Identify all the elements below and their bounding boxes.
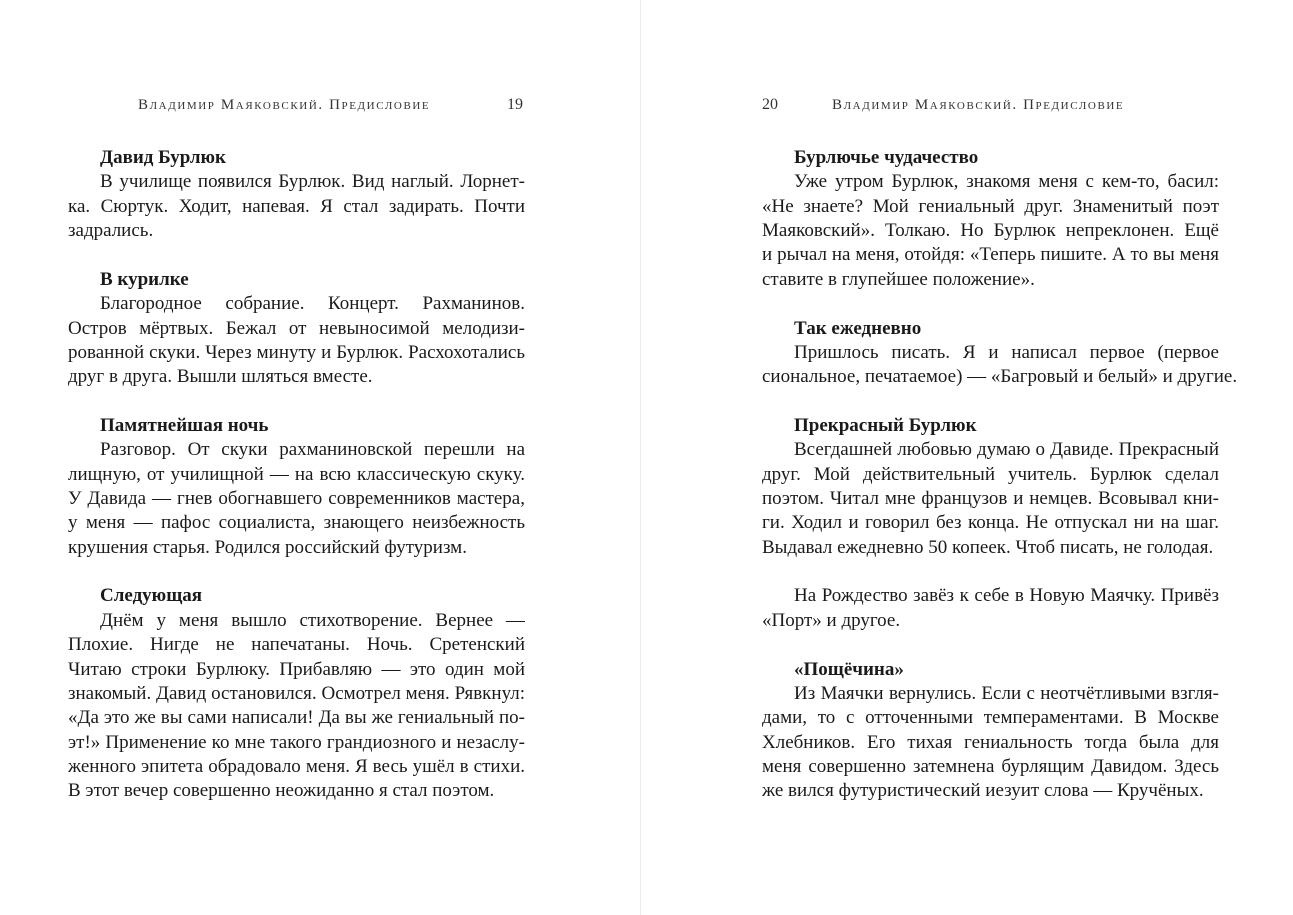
text-line: В этот вечер совершенно неожиданно я стал поэтом. xyxy=(68,780,495,802)
blank-line xyxy=(68,243,525,267)
text-line: Плохие. Нигде не напечатаны. Ночь. Сретенский xyxy=(68,634,525,656)
text-line: лищную, от училищной — на всю классическую скуку. xyxy=(68,463,525,485)
text-line: Маяковский». Толкаю. Но Бурлюк непреклонен. Ещё xyxy=(762,220,1219,242)
section-heading: Прекрасный Бурлюк xyxy=(794,414,977,436)
text-line: крушения старья. Родился российский футуризм. xyxy=(68,536,467,558)
text-line: Всегдашней любовью думаю о Давиде. Прекрасный xyxy=(794,439,1219,461)
text-line: рованной скуки. Через минуту и Бурлюк. Расхохотались xyxy=(68,341,525,363)
blank-line xyxy=(762,390,1219,414)
page-text xyxy=(68,146,525,804)
text-line: сиональное, печатаемое) — «Багровый и белый» и другие. xyxy=(762,366,1238,388)
page-text xyxy=(762,146,1238,804)
blank-line xyxy=(762,292,1219,316)
text-line: «Порт» и другое. xyxy=(762,609,901,631)
section-heading: Памятнейшая ночь xyxy=(100,414,269,436)
text-line: друг. Мой действительный учитель. Бурлюк сделал xyxy=(762,463,1219,485)
text-line: Хлебников. Его тихая гениальность тогда была для xyxy=(762,731,1219,753)
text-line: Выдавал ежедневно 50 копеек. Чтоб писать, не голодая. xyxy=(762,536,1214,558)
text-line: женного эпитета обрадовало меня. Я весь ушёл в стихи. xyxy=(68,755,525,777)
text-line: меня совершенно затемнена бурлящим Давидом. Здесь xyxy=(762,755,1219,777)
text-line: же вился футуристический иезуит слова — Кручёных. xyxy=(762,780,1204,802)
text-line: ка. Сюртук. Ходит, напевая. Я стал задирать. Почти xyxy=(68,195,525,217)
blank-line xyxy=(762,560,1219,584)
page-number: 20 xyxy=(762,96,778,113)
blank-line xyxy=(68,560,525,584)
text-line: У Давида — гнев обогнавшего современников мастера, xyxy=(68,488,525,510)
text-line: В училище появился Бурлюк. Вид наглый. Лорнет- xyxy=(100,171,525,193)
text-line: Днём у меня вышло стихотворение. Вернее — xyxy=(100,609,525,631)
text-line: «Не знаете? Мой гениальный друг. Знаменитый поэт xyxy=(762,195,1219,217)
text-line: у меня — пафос социалиста, знающего неизбежность xyxy=(68,512,525,534)
section-heading: Давид Бурлюк xyxy=(100,147,226,168)
text-line: Благородное собрание. Концерт. Рахманинов. xyxy=(100,293,525,315)
text-line: эт!» Применение ко мне такого грандиозного и незаслу- xyxy=(68,731,525,753)
left-page xyxy=(0,0,640,915)
text-line: Пришлось писать. Я и написал первое (первое xyxy=(794,341,1219,363)
text-line: Читаю строки Бурлюку. Прибавляю — это один мой xyxy=(68,658,525,680)
text-line: На Рождество завёз к себе в Новую Маячку. Привёз xyxy=(794,585,1219,607)
text-line: задрались. xyxy=(68,220,154,242)
blank-line xyxy=(68,390,525,414)
running-head: Владимир Маяковский. Предисловие xyxy=(832,97,1125,113)
text-line: Из Маячки вернулись. Если с неотчётливыми взгля- xyxy=(794,682,1219,704)
blank-line xyxy=(762,633,1219,657)
gutter-divider xyxy=(640,0,641,915)
section-heading: В курилке xyxy=(100,268,189,290)
text-line: знакомый. Давид остановился. Осмотрел меня. Рявкнул: xyxy=(68,682,525,704)
text-line: и рычал на меня, отойдя: «Теперь пишите. А то вы меня xyxy=(762,244,1219,266)
text-line: Уже утром Бурлюк, знакомя меня с кем-то, басил: xyxy=(794,171,1219,193)
section-heading: Бурлючье чудачество xyxy=(794,147,979,168)
right-page xyxy=(642,0,1282,915)
text-line: дами, то с отточенными темпераментами. В Москве xyxy=(762,707,1219,729)
text-line: поэтом. Читал мне французов и немцев. Всовывал кни- xyxy=(762,488,1219,510)
section-heading: Так ежедневно xyxy=(794,317,922,339)
text-line: «Да это же вы сами написали! Да вы же гениальный по- xyxy=(68,707,525,729)
section-heading: «Пощёчина» xyxy=(794,658,904,680)
section-heading: Следующая xyxy=(100,585,203,607)
text-line: Остров мёртвых. Бежал от невыносимой мелодизи- xyxy=(68,317,525,339)
text-line: друг в друга. Вышли шляться вместе. xyxy=(68,366,373,388)
running-head: Владимир Маяковский. Предисловие xyxy=(138,97,431,113)
page-number: 19 xyxy=(507,96,523,113)
text-line: ги. Ходил и говорил без конца. Не отпускал ни на шаг. xyxy=(762,512,1219,534)
text-line: Разговор. От скуки рахманиновской перешли на xyxy=(100,439,525,461)
text-line: ставите в глупейшее положение». xyxy=(762,268,1035,290)
